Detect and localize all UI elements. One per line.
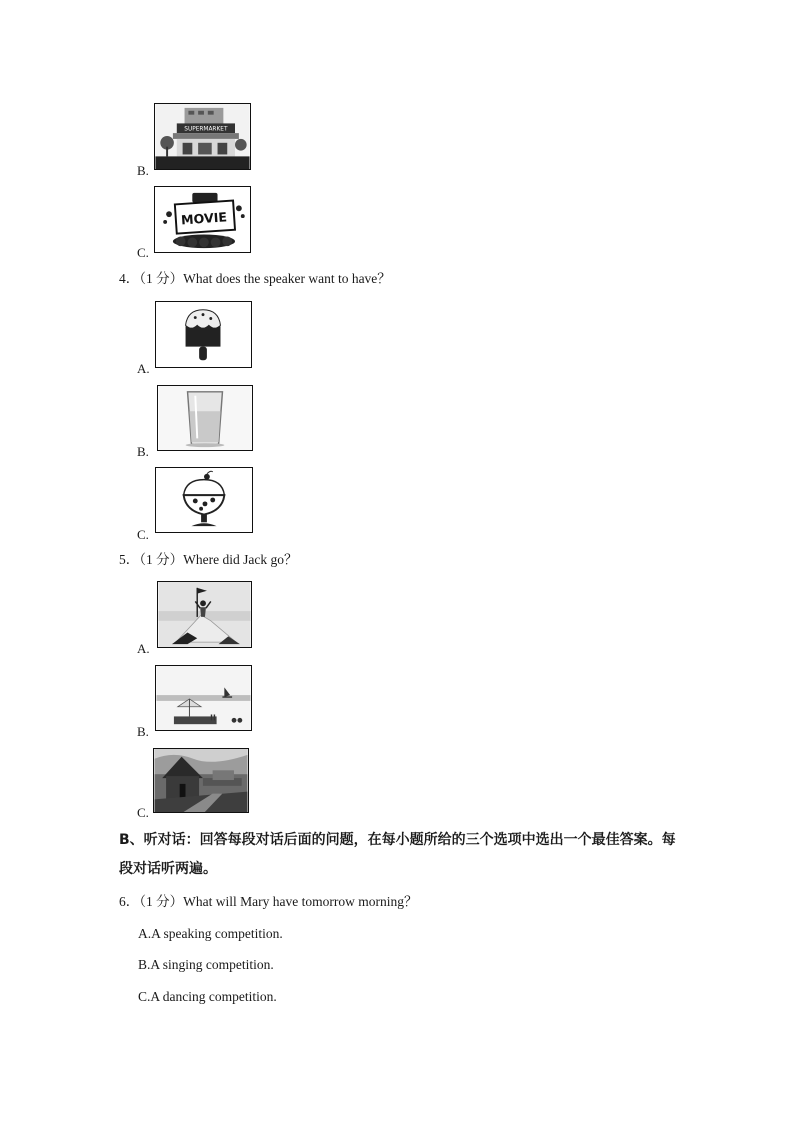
choice-a: A.A speaking competition. [138, 926, 283, 941]
choice-c: C.A dancing competition. [138, 989, 277, 1004]
countryside-house-picture [153, 748, 249, 813]
question-4: 4．（1 分）What does the speaker want to have？ [119, 271, 391, 286]
glass-of-water-picture [157, 385, 253, 451]
movie-sign: MOVIE [180, 209, 228, 228]
option-letter: B. [137, 163, 149, 178]
option-letter: A. [137, 641, 150, 656]
mountain-top-picture [157, 581, 252, 648]
ice-cream-sundae-picture [155, 467, 253, 533]
option-letter: B. [137, 724, 149, 739]
question-6: 6．（1 分）What will Mary have tomorrow morning？ [119, 894, 418, 909]
ice-cream-bar-picture [155, 301, 252, 368]
question-5: 5．（1 分）Where did Jack go？ [119, 552, 298, 567]
option-letter: C. [137, 805, 149, 820]
movie-picture [154, 186, 251, 253]
beach-picture [155, 665, 252, 731]
option-letter: C. [137, 245, 149, 260]
option-letter: A. [137, 361, 150, 376]
option-letter: C. [137, 527, 149, 542]
section-b-line-1: B、听对话：回答每段对话后面的问题，在每小题所给的三个选项中选出一个最佳答案。每 [119, 832, 676, 848]
choice-b: B.A singing competition. [138, 957, 274, 972]
option-letter: B. [137, 444, 149, 459]
section-b-line-2: 段对话听两遍。 [119, 861, 217, 877]
supermarket-sign: SUPERMARKET [184, 126, 228, 133]
supermarket-picture [154, 103, 251, 170]
section-b-heading [119, 830, 699, 879]
